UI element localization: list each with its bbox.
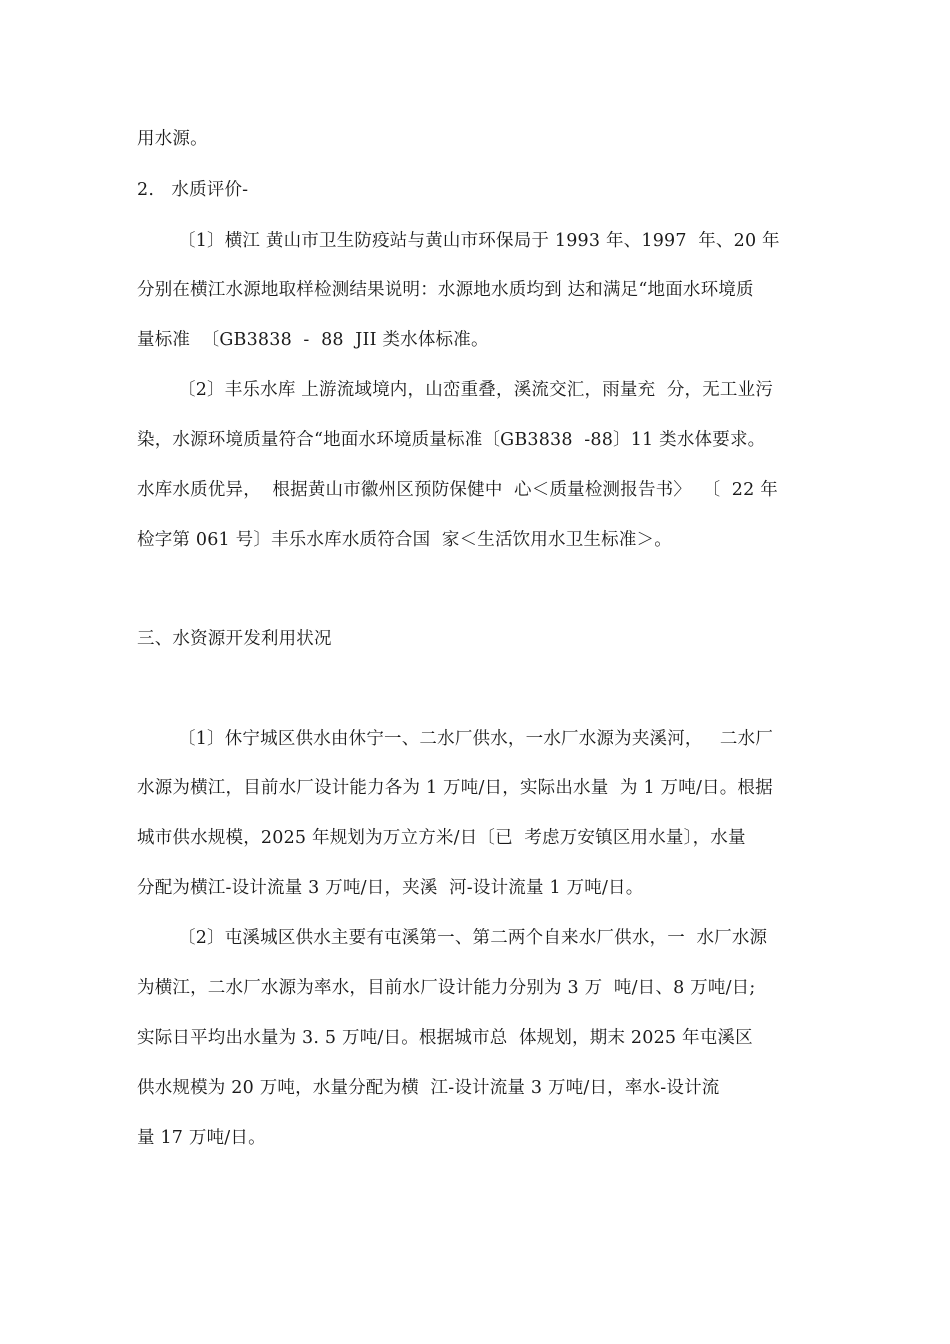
paragraph-line: 〔1〕横江 黄山市卫生防疫站与黄山市环保局于 1993 年、1997 年、20 年 (178, 231, 780, 251)
paragraph-line: 〔2〕丰乐水库 上游流域境内，山峦重叠，溪流交汇，雨量充 分，无工业污 (178, 380, 774, 400)
paragraph-line: 〔1〕休宁城区供水由休宁一、二水厂供水，一水厂水源为夹溪河， 二水厂 (178, 729, 774, 749)
paragraph-line: 染，水源环境质量符合“地面水环境质量标准〔GB3838 -88〕11 类水体要求。 (137, 430, 766, 450)
paragraph-line: 分别在横江水源地取样检测结果说明：水源地水质均到 达和满足“地面水环境质 (137, 280, 754, 300)
paragraph-line: 分配为横江-设计流量 3 万吨/日，夹溪 河-设计流量 1 万吨/日。 (137, 878, 644, 898)
paragraph-line: 城市供水规模，2025 年规划为万立方米/日〔已 考虑万安镇区用水量〕，水量 (137, 828, 746, 848)
text-line: 用水源。 (137, 129, 208, 149)
paragraph-line: 〔2〕屯溪城区供水主要有屯溪第一、第二两个自来水厂供水，一 水厂水源 (178, 928, 768, 948)
paragraph-line: 实际日平均出水量为 3. 5 万吨/日。根据城市总 体规划，期末 2025 年屯溪区 (137, 1028, 753, 1048)
section-heading: 三、水资源开发利用状况 (137, 629, 332, 649)
paragraph-line: 为横江，二水厂水源为率水，目前水厂设计能力分别为 3 万 吨/日、8 万吨/日; (137, 978, 756, 998)
paragraph-line: 量标准 〔GB3838 - 88 JII 类水体标准。 (137, 330, 489, 350)
paragraph-line: 量 17 万吨/日。 (137, 1128, 266, 1148)
paragraph-line: 检字第 061 号〕丰乐水库水质符合国 家＜生活饮用水卫生标准＞。 (137, 530, 672, 550)
paragraph-line: 水库水质优异， 根据黄山市徽州区预防保健中 心＜质量检测报告书〉 〔 22 年 (137, 480, 778, 500)
paragraph-line: 水源为横江，目前水厂设计能力各为 1 万吨/日，实际出水量 为 1 万吨/日。根据 (137, 778, 773, 798)
section-heading: 2. 水质评价- (137, 180, 249, 200)
paragraph-line: 供水规模为 20 万吨，水量分配为横 江-设计流量 3 万吨/日，率水-设计流 (137, 1078, 720, 1098)
